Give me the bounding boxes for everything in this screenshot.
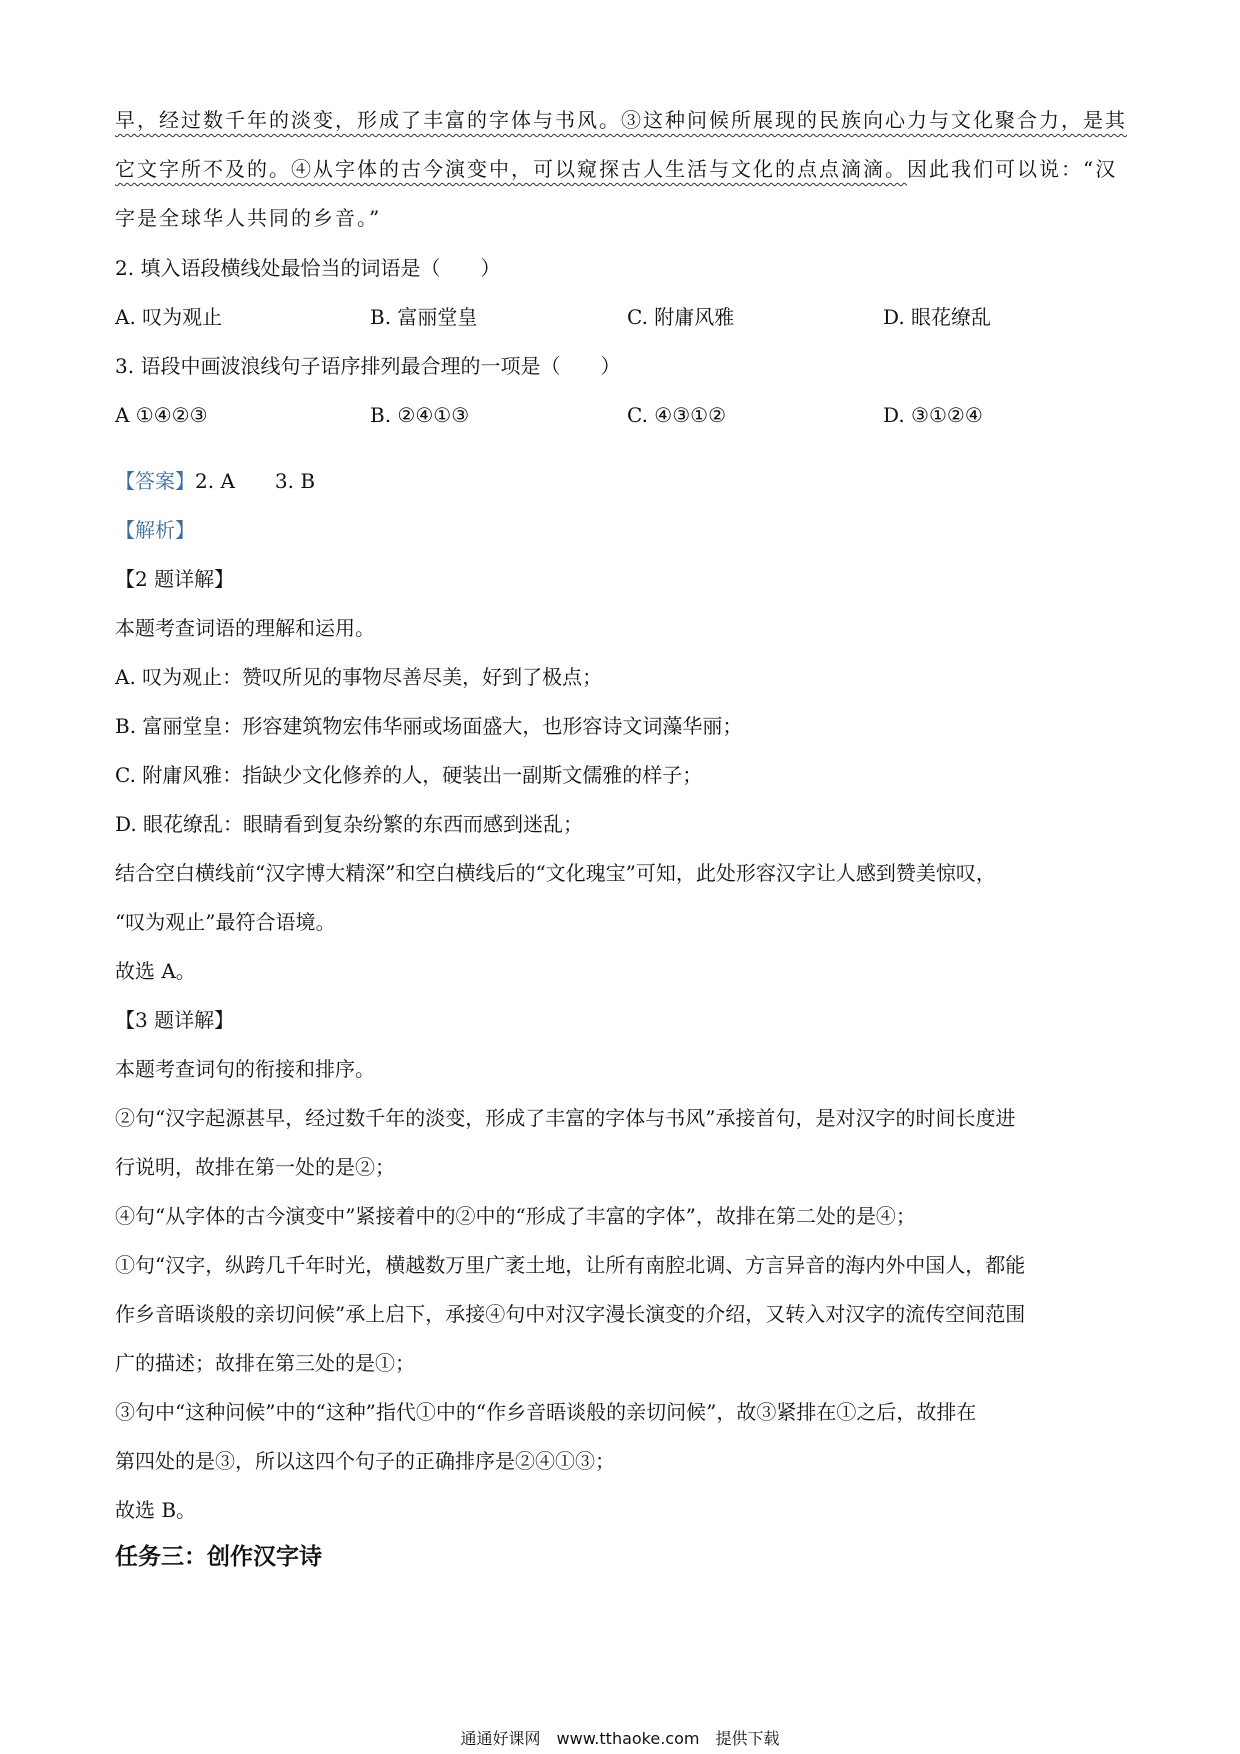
q2-option-b: B. 富丽堂皇 [370, 305, 478, 329]
passage-line-2 [115, 154, 1117, 184]
detail-3-line: 第四处的是③，所以这四个句子的正确排序是②④①③； [115, 1449, 615, 1473]
answer-label: 【答案】 [115, 469, 195, 493]
wavy-sentence: 它文字所不及的。④从字体的古今演变中，可以窥探古人生活与文化的点点滴滴。 [115, 157, 907, 181]
q3-option-c: C. ④③①② [627, 403, 727, 427]
detail-3-line: 行说明，故排在第一处的是②； [115, 1155, 395, 1179]
detail-3-line: 本题考查词句的衔接和排序。 [115, 1057, 375, 1081]
detail-3-title: 【3 题详解】 [115, 1008, 235, 1032]
detail-2-title: 【2 题详解】 [115, 567, 235, 591]
passage-text: 字是全球华人共同的乡音。” [115, 206, 382, 230]
detail-3-line: ③句中“这种问候”中的“这种”指代①中的“作乡音晤谈般的亲切问候”，故③紧排在①之后，故排在 [115, 1400, 977, 1424]
q3-option-d: D. ③①②④ [883, 403, 983, 427]
q2-option-c: C. 附庸风雅 [627, 305, 735, 329]
analysis-label: 【解析】 [115, 518, 195, 542]
detail-2-line: B. 富丽堂皇：形容建筑物宏伟华丽或场面盛大，也形容诗文词藻华丽； [115, 714, 743, 738]
detail-3-line: ②句“汉字起源甚早，经过数千年的淡变，形成了丰富的字体与书风”承接首句，是对汉字的时间长度进 [115, 1106, 1016, 1130]
detail-2-line: C. 附庸风雅：指缺少文化修养的人，硬装出一副斯文儒雅的样子； [115, 763, 703, 787]
detail-3-line: 作乡音晤谈般的亲切问候”承上启下，承接④句中对汉字漫长演变的介绍，又转入对汉字的流传空间范围 [115, 1302, 1026, 1326]
page-footer: 通通好课网 www.tthaoke.com 提供下载 [460, 1729, 780, 1748]
section-heading: 任务三：创作汉字诗 [115, 1544, 322, 1570]
passage-line-1 [115, 105, 1127, 135]
q2-option-a: A. 叹为观止 [115, 305, 223, 329]
detail-3-line: ④句“从字体的古今演变中”紧接着中的②中的“形成了丰富的字体”，故排在第二处的是④； [115, 1204, 916, 1228]
detail-2-line: D. 眼花缭乱：眼睛看到复杂纷繁的东西而感到迷乱； [115, 812, 584, 836]
detail-2-line: 故选 A。 [115, 959, 196, 983]
question-3-stem: 3. 语段中画波浪线句子语序排列最合理的一项是（ ） [115, 354, 621, 378]
detail-2-line: A. 叹为观止：赞叹所见的事物尽善尽美，好到了极点； [115, 665, 603, 689]
q3-option-a: A ①④②③ [115, 403, 208, 427]
question-2-stem: 2. 填入语段横线处最恰当的词语是（ ） [115, 256, 501, 280]
passage-text: 因此我们可以说：“汉 [907, 157, 1118, 181]
detail-3-line: ①句“汉字，纵跨几千年时光，横越数万里广袤土地，让所有南腔北调、方言异音的海内外中国人，都能 [115, 1253, 1026, 1277]
detail-2-line: “叹为观止”最符合语境。 [115, 910, 336, 934]
wavy-sentence: 早，经过数千年的淡变，形成了丰富的字体与书风。③这种问候所展现的民族向心力与文化聚合力，是其 [115, 108, 1127, 132]
q2-option-d: D. 眼花缭乱 [883, 305, 992, 329]
q3-option-b: B. ②④①③ [370, 403, 470, 427]
detail-2-line: 结合空白横线前“汉字博大精深”和空白横线后的“文化瑰宝”可知，此处形容汉字让人感到赞美惊叹， [115, 861, 996, 885]
detail-3-line: 故选 B。 [115, 1498, 197, 1522]
passage-line-3 [115, 203, 381, 233]
answer-line [115, 466, 315, 496]
detail-3-line: 广的描述；故排在第三处的是①； [115, 1351, 415, 1375]
answer-text: 2. A 3. B [195, 469, 316, 493]
detail-2-line: 本题考查词语的理解和运用。 [115, 616, 375, 640]
